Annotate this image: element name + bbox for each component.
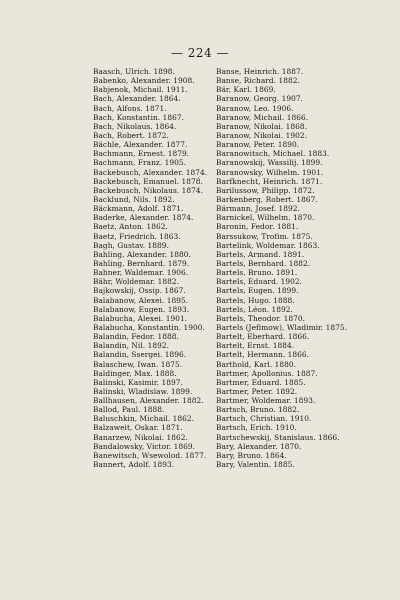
name-entry: Bartsch, Erich. 1910. [216, 423, 297, 433]
name-entry: Backlund, Nils. 1892. [93, 194, 175, 204]
name-entry: Bandalowsky, Victor. 1869. [93, 441, 196, 451]
name-entry: Bartmer, Peter. 1892. [216, 386, 298, 396]
name-entry: Bartels, Theodor. 1870. [216, 313, 305, 323]
name-entry: Baldinger, Max. 1888. [93, 368, 177, 378]
name-entry: Backebusch, Emanuel. 1878. [93, 176, 203, 186]
name-entry: Bartelt, Ernst. 1884. [216, 341, 295, 351]
name-entry: Banse, Heinrich. 1887. [216, 67, 304, 76]
name-entry: Bahling, Alexander. 1880. [93, 249, 191, 259]
name-entry: Bartelink, Woldemar. 1863. [216, 240, 320, 250]
name-entry: Bahner, Waldemar. 1906. [93, 268, 189, 278]
name-entry: Bähr, Woldemar. 1882. [93, 277, 180, 287]
name-entry: Bary, Bruno. 1864. [216, 450, 287, 460]
name-entry: Balabucha, Alexei. 1901. [93, 313, 188, 323]
name-entry: Bartels, Armand. 1891. [216, 249, 305, 259]
name-entry: Babjenok, Michail. 1911. [93, 85, 188, 95]
right-column [216, 67, 391, 469]
name-entry: Barfknecht, Heinrich. 1871. [216, 176, 323, 186]
name-entry: Barnickel, Wilhelm. 1870. [216, 213, 315, 223]
name-entry: Bartels, Léon. 1892. [216, 304, 293, 314]
name-entry: Bäckmann, Adolf. 1871. [93, 204, 184, 214]
name-entry: Baranowitsch, Michael. 1883. [216, 149, 330, 159]
name-entry: Bächle, Alexander. 1877. [93, 140, 188, 150]
name-entry: Bach, Robert. 1872. [93, 130, 169, 140]
page-number: — 224 — [170, 46, 230, 60]
name-entry: Ballhausen, Alexander. 1882. [93, 396, 204, 406]
name-entry: Bartels, Bruno. 1891. [216, 268, 298, 278]
name-entry: Balandin, Nil. 1892. [93, 341, 169, 351]
name-entry: Baetz, Friedrich. 1863. [93, 231, 181, 241]
name-entry: Bary, Valentin. 1885. [216, 460, 295, 470]
name-entry: Ballod, Paul. 1888. [93, 405, 165, 415]
name-entry: Balandin, Ssergei. 1896. [93, 350, 187, 360]
name-entry: Balabanow, Eugen. 1893. [93, 304, 190, 314]
name-entry: Baranowskij, Wassilij. 1899. [216, 158, 323, 168]
name-entry: Barssukow, Trofim. 1875. [216, 231, 313, 241]
name-entry: Bartels, Eduard. 1902. [216, 277, 303, 287]
name-entry: Banse, Richard. 1882. [216, 76, 300, 86]
name-entry: Bartmer, Eduard. 1885. [216, 377, 306, 387]
name-entry: Banewitsch, Wsewolod. 1877. [93, 450, 207, 460]
name-entry: Bartmer, Woldemar. 1893. [216, 396, 316, 406]
name-entry: Baranowsky, Wilhelm. 1901. [216, 167, 324, 177]
name-entry: Bannert, Adolf. 1893. [93, 460, 175, 470]
name-entry: Baderke, Alexander. 1874. [93, 213, 194, 223]
name-entry: Bartels, Bernhard. 1882. [216, 258, 311, 268]
name-entry: Bartels (Jefimow), Wladimir. 1875. [216, 322, 348, 332]
name-entry: Bajkowskij, Ossip. 1867. [93, 286, 186, 296]
name-entry: Bartelt, Hermann. 1866. [216, 350, 310, 360]
name-entry: Baranow, Georg. 1907. [216, 94, 304, 104]
name-entry: Bärmann, Josef. 1892. [216, 204, 300, 214]
name-entry: Backebusch, Nikolaus. 1874. [93, 185, 203, 195]
name-entry: Bagh, Gustav. 1889. [93, 240, 169, 250]
name-entry: Bach, Nikolaus. 1864. [93, 121, 177, 131]
name-entry: Bach, Konstantin. 1867. [93, 112, 184, 122]
name-entry: Bartels, Eugen. 1899. [216, 286, 299, 296]
name-entry: Bartsch, Bruno. 1882. [216, 405, 300, 415]
name-entry: Banarzew, Nikolai. 1862. [93, 432, 188, 442]
name-entry: Baluschkin, Michail. 1862. [93, 414, 195, 424]
name-entry: Balandin, Fedor. 1888. [93, 332, 179, 342]
name-entry: Bary, Alexander. 1870. [216, 441, 302, 451]
name-entry: Bachmann, Ernest. 1879. [93, 149, 190, 159]
name-entry: Balaschew, Iwan. 1875. [93, 359, 183, 369]
name-entry: Balabanow, Alexei. 1895. [93, 295, 189, 305]
name-entry: Bach, Alexander. 1864. [93, 94, 181, 104]
name-entry: Bahling, Bernhard. 1879. [93, 258, 190, 268]
name-entry: Baranow, Peter. 1890. [216, 140, 300, 150]
name-entry: Bartelt, Eberhard. 1866. [216, 332, 310, 342]
name-entry: Baranow, Michail. 1866. [216, 112, 309, 122]
name-entry: Baranow, Nikolai. 1902. [216, 130, 308, 140]
name-entry: Backebusch, Alexander. 1874. [93, 167, 208, 177]
name-entry: Barthold, Karl. 1880. [216, 359, 297, 369]
name-entry: Bachmann, Franz. 1905. [93, 158, 187, 168]
name-entry: Baasch, Ulrich. 1898. [93, 67, 175, 76]
name-entry: Balinski, Wladislaw. 1899. [93, 386, 193, 396]
name-entry: Baetz, Anton. 1862. [93, 222, 168, 232]
name-entry: Balzaweit, Oskar. 1871. [93, 423, 183, 433]
name-entry: Barilussow, Philipp. 1872. [216, 185, 315, 195]
name-entry: Babenko, Alexander. 1908. [93, 76, 195, 86]
name-entry: Bartels, Hugo. 1888. [216, 295, 295, 305]
name-entry: Balinski, Kasimir. 1897. [93, 377, 183, 387]
name-entry: Baranow, Leo. 1906. [216, 103, 294, 113]
name-entry: Bartmer, Apollonius. 1887. [216, 368, 318, 378]
name-entry: Baranow, Nikolai. 1868. [216, 121, 308, 131]
name-entry: Barkenberg, Robert. 1867. [216, 194, 318, 204]
name-entry: Bär, Karl. 1869. [216, 85, 276, 95]
name-entry: Bach, Alfons. 1871. [93, 103, 167, 113]
name-entry: Balabucha, Konstantin. 1900. [93, 322, 205, 332]
name-entry: Bartschewskij, Stanislaus. 1866. [216, 432, 340, 442]
name-entry: Baronin, Fedor. 1881. [216, 222, 299, 232]
name-entry: Bartsch, Christian. 1910. [216, 414, 312, 424]
